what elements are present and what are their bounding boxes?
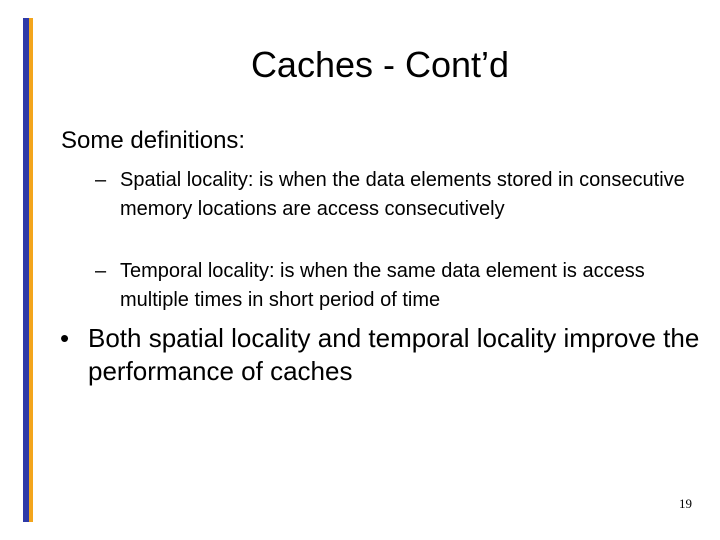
bullet-text: Both spatial locality and temporal locality improve the performance of caches [88, 323, 700, 386]
page-number: 19 [679, 496, 692, 511]
dash-marker: – [95, 260, 107, 282]
sub-item-spatial-locality [95, 166, 700, 224]
sub-item-text: Temporal locality: is when the same data element is access multiple times in short period of time [120, 260, 645, 311]
slide-title: Caches - Cont’d [250, 44, 510, 85]
left-accent-bar-gold [29, 18, 33, 522]
intro-text: Some definitions: [61, 127, 246, 154]
sub-item-temporal-locality [95, 257, 700, 315]
bullet-item [60, 322, 713, 388]
dash-marker: – [95, 169, 107, 191]
bullet-marker: • [60, 323, 70, 353]
sub-item-text: Spatial locality: is when the data elements stored in consecutive memory locations are access consecutively [120, 169, 685, 220]
